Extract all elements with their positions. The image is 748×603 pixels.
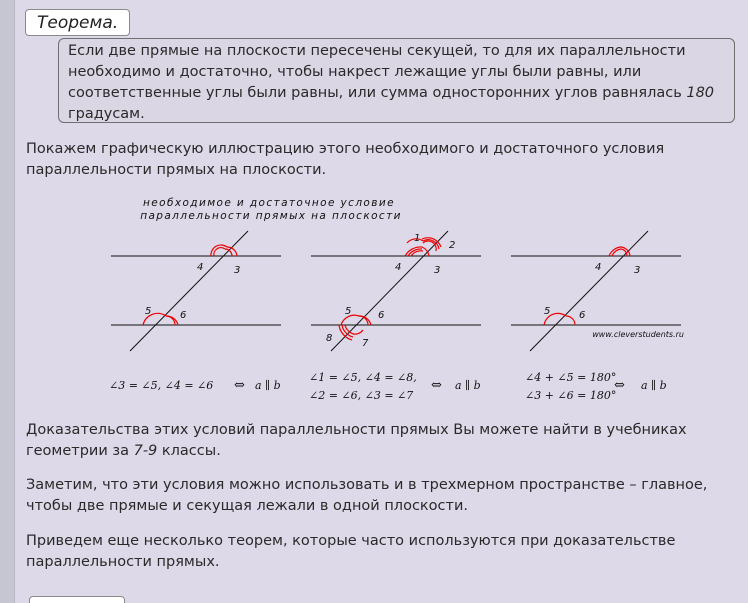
iff-symbol: ⇔ bbox=[431, 378, 442, 393]
angle-arcs bbox=[544, 247, 630, 325]
iff-symbol: ⇔ bbox=[234, 378, 245, 393]
angle-4-label: 4 bbox=[595, 262, 602, 273]
angle-6-label: 6 bbox=[579, 310, 586, 321]
figure-title-line2: параллельности прямых на плоскости bbox=[140, 210, 402, 222]
formula-corresponding-line1: ∠1 = ∠5, ∠4 = ∠8, bbox=[309, 371, 417, 384]
parallel-symbol: a ∥ b bbox=[255, 379, 281, 392]
figure-title-line1: необходимое и достаточное условие bbox=[143, 197, 395, 209]
paragraph-proofs bbox=[26, 420, 738, 462]
paragraph-proofs-part2: классы. bbox=[157, 443, 221, 459]
iff-symbol: ⇔ bbox=[614, 378, 625, 393]
theorem-text-part1: Если две прямые на плоскости пересечены секущей, то для их параллельности необходимо и достаточно, чтобы накрест лежащие углы были равны, или соответственные углы были равны, или сумма односторонних углов равнялась bbox=[68, 43, 687, 101]
paragraph-3d-note: Заметим, что эти условия можно использовать и в трехмерном пространстве – главное, чтобы две прямые и секущая лежали в одной плоскости. bbox=[26, 477, 708, 514]
angle-6-label: 6 bbox=[180, 310, 187, 321]
watermark: www.cleverstudents.ru bbox=[592, 330, 684, 339]
theorem-statement bbox=[58, 38, 735, 123]
grades: 7-9 bbox=[133, 443, 158, 459]
angle-5-label: 5 bbox=[345, 306, 352, 317]
diagram-alternate-angles bbox=[111, 231, 281, 351]
paragraph-intro: Покажем графическую иллюстрацию этого необходимого и достаточного условия параллельности прямых на плоскости. bbox=[26, 141, 665, 178]
diagram-corresponding-angles bbox=[311, 231, 481, 351]
theorem-number: 180 bbox=[686, 85, 715, 101]
angle-4-label: 4 bbox=[395, 262, 402, 273]
angle-4-label: 4 bbox=[197, 262, 204, 273]
transversal bbox=[130, 231, 248, 351]
angle-3-label: 3 bbox=[434, 265, 441, 276]
angle-8-label: 8 bbox=[326, 333, 333, 344]
paragraph-proofs-part1: Доказательства этих условий параллельности прямых Вы можете найти в учебниках геометрии за bbox=[26, 422, 687, 459]
parallel-symbol: a ∥ b bbox=[455, 379, 481, 392]
formulas bbox=[109, 371, 667, 402]
formula-interior-line1: ∠4 + ∠5 = 180° bbox=[525, 371, 617, 384]
parallel-symbol: a ∥ b bbox=[641, 379, 667, 392]
formula-alternate: ∠3 = ∠5, ∠4 = ∠6 bbox=[109, 379, 214, 392]
theorem-label: Теорема. bbox=[25, 9, 130, 36]
theorem-text-part2: градусам. bbox=[68, 106, 145, 122]
angle-2-label: 2 bbox=[449, 240, 456, 251]
paragraph-more-theorems: Приведем еще несколько теорем, которые часто используются при доказательстве параллельности прямых. bbox=[26, 533, 676, 570]
angle-5-label: 5 bbox=[145, 306, 152, 317]
transversal bbox=[331, 231, 448, 351]
content-panel bbox=[14, 0, 748, 603]
angle-3-label: 3 bbox=[634, 265, 641, 276]
formula-corresponding-line2: ∠2 = ∠6, ∠3 = ∠7 bbox=[309, 389, 414, 402]
parallel-lines-figure bbox=[89, 190, 689, 410]
angle-1-label: 1 bbox=[414, 233, 421, 244]
diagram-interior-angles bbox=[511, 231, 684, 351]
angle-5-label: 5 bbox=[544, 306, 551, 317]
angle-6-label: 6 bbox=[378, 310, 385, 321]
angle-3-label: 3 bbox=[234, 265, 241, 276]
angle-7-label: 7 bbox=[362, 338, 369, 349]
formula-interior-line2: ∠3 + ∠6 = 180° bbox=[525, 389, 617, 402]
next-theorem-label bbox=[29, 596, 125, 603]
